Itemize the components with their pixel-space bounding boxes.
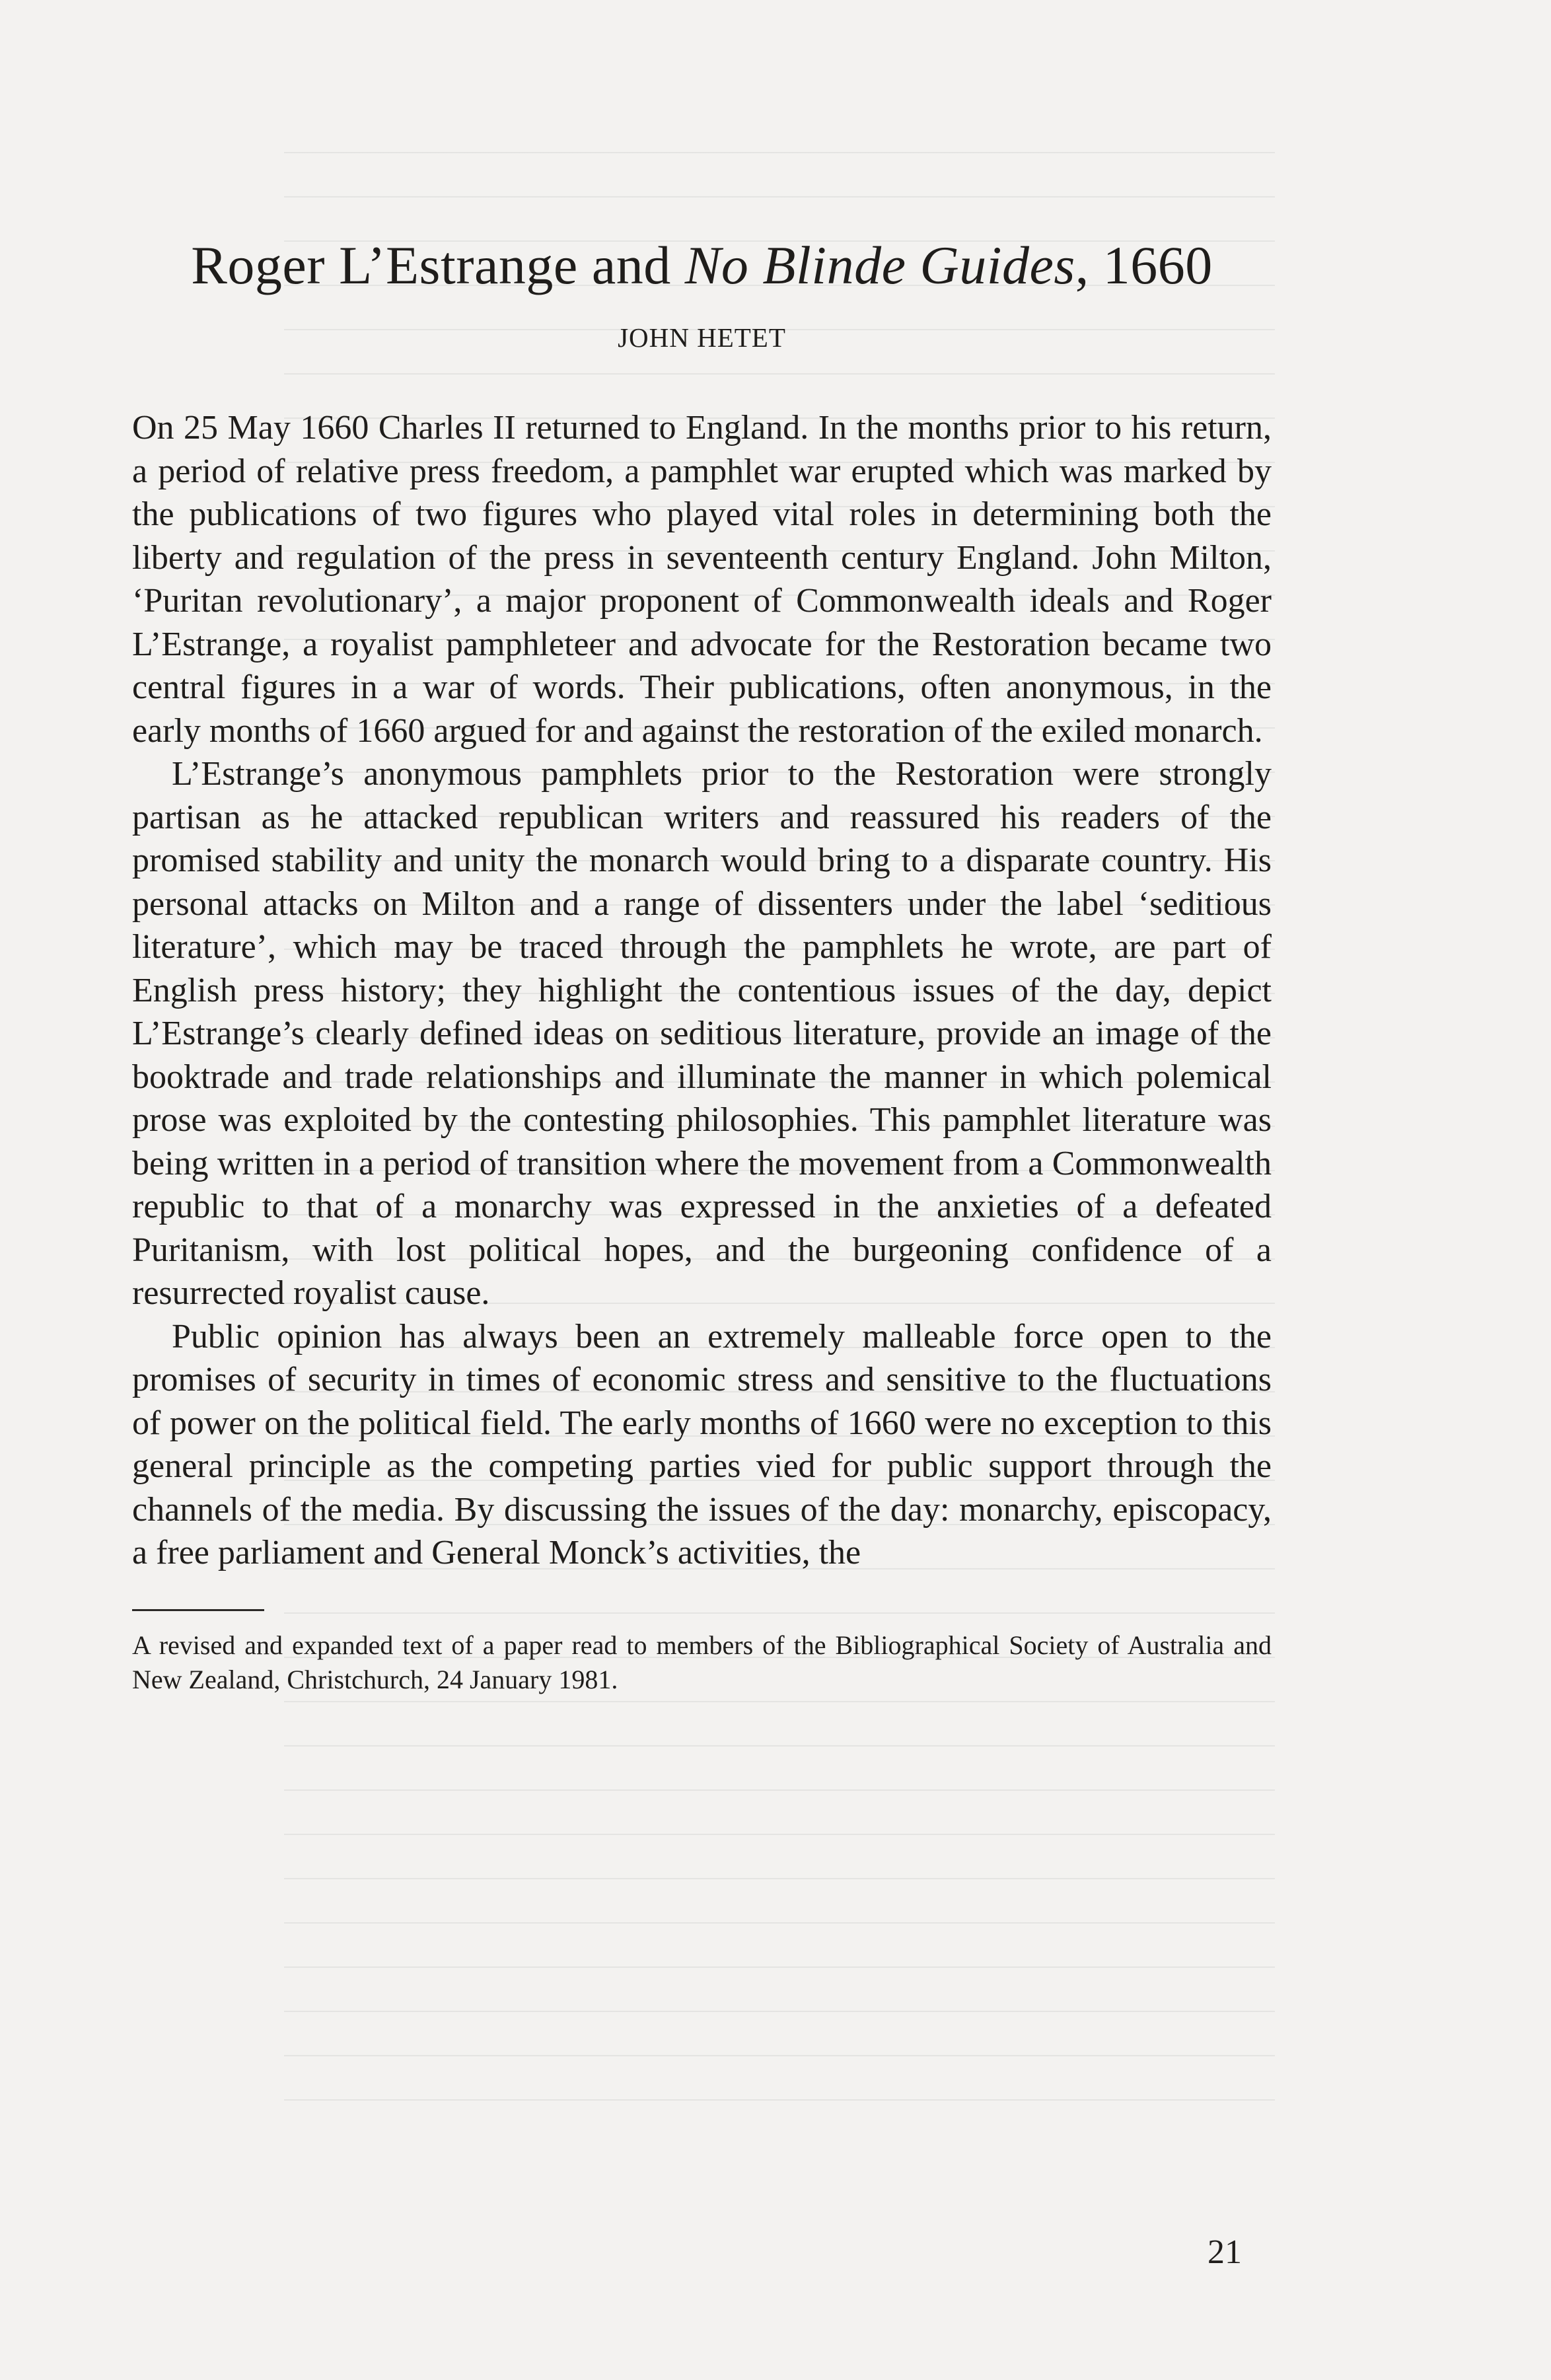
footnote: A revised and expanded text of a paper read to members of the Bibliographical Society of Australia and New Zealand, Christchurch, 24 January 1981. bbox=[132, 1630, 1272, 1694]
paragraph: Public opinion has always been an extremely malleable force open to the promises of security in times of economic stress and sensitive to the fluctuations of power on the political field. The early months of 1660 were no exception to this general principle as the competing parties vied for public support through the channels of the media. By discussing the issues of the day: monarchy, episcopacy, a free parliament and General Monck’s activities, the bbox=[132, 1317, 1272, 1572]
author-name: JOHN HETET bbox=[618, 322, 786, 353]
article-title bbox=[132, 234, 1272, 297]
title-prefix: Roger L’Estrange and bbox=[191, 235, 685, 295]
paragraph: L’Estrange’s anonymous pamphlets prior to the Restoration were strongly partisan as he attacked republican writers and reassured his readers of the promised stability and unity the monarch would bring to a disparate country. His personal attacks on Milton and a range of dissenters under the label ‘seditious literature’, which may be traced through the pamphlets he wrote, are part of English press history; they highlight the contentious issues of the day, depict L’Estrange’s clearly defined ideas on seditious literature, provide an image of the booktrade and trade relationships and illuminate the manner in which polemical prose was exploited by the contesting philosophies. This pamphlet literature was being written in a period of transition where the movement from a Commonwealth republic to that of a monarchy was expressed in the anxieties of a defeated Puritanism, with lost political hopes, and the burgeoning confidence of a resurrected royalist cause. bbox=[132, 755, 1272, 1313]
article-body bbox=[132, 406, 1272, 1575]
title-italic: No Blinde Guides bbox=[684, 235, 1075, 295]
article bbox=[132, 234, 1272, 1697]
title-suffix: , 1660 bbox=[1075, 235, 1213, 295]
page-number: 21 bbox=[1208, 2233, 1242, 2271]
paragraph: On 25 May 1660 Charles II returned to England. In the months prior to his return, a period of relative press freedom, a pamphlet war erupted which was marked by the publications of two figures who played vital roles in determining both the liberty and regulation of the press in seventeenth century England. John Milton, ‘Puritan revolutionary’, a major proponent of Commonwealth ideals and Roger L’Estrange, a royalist pamphleteer and advocate for the Restoration became two central figures in a war of words. Their publications, often anonymous, in the early months of 1660 argued for and against the restoration of the exiled monarch. bbox=[132, 409, 1272, 750]
footnote-divider bbox=[132, 1609, 264, 1611]
